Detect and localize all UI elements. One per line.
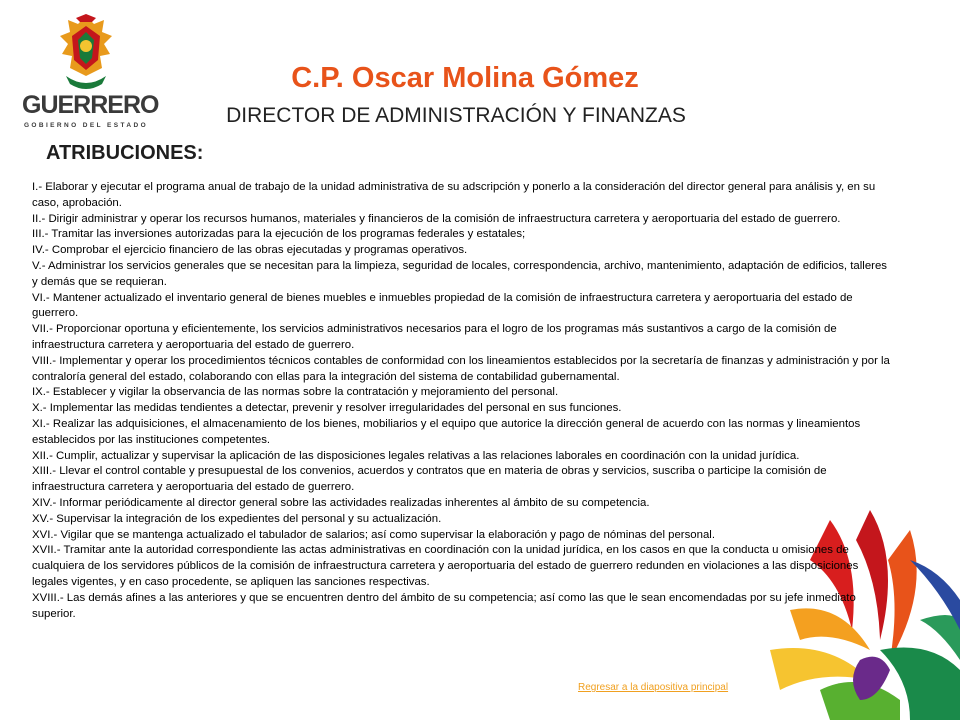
attribution-item: X.- Implementar las medidas tendientes a detectar, prevenir y resolver irregularidades del personal en sus funciones. [32,402,622,415]
attribution-item: IX.- Establecer y vigilar la observancia de las normas sobre la contratación y mejoramiento del personal. [32,386,559,399]
attribution-item: XVII.- Tramitar ante la autoridad correspondiente las actas administrativas en coordinación con la unidad jurídica, en los casos en que la conducta u omisiones de cualquiera de los servidores públicos de la comisión de infraestructura carretera y aeroportuaria del estado de guerrero redunden en violaciones a las disposiciones legales vigentes, y en caso procedente, se apliquen las sanciones respectivas. [32,544,859,588]
attribution-item: VIII.- Implementar y operar los procedimientos técnicos contables de conformidad con los lineamientos establecidos por la secretaría de finanzas y administración y por la contraloría general del estado, colaborando con ellas para la integración del sistema de contabilidad gubernamental. [32,354,890,383]
attribution-item: V.- Administrar los servicios generales que se necesitan para la limpieza, seguridad de locales, correspondencia, archivo, mantenimiento, adaptación de edificios, talleres y demás que se requieran. [32,259,887,288]
attributions-list [32,180,894,622]
page-title: C.P. Oscar Molina Gómez [291,62,639,94]
attribution-item: IV.- Comprobar el ejercicio financiero de las obras ejecutadas y programas operativos. [32,244,468,257]
section-heading: ATRIBUCIONES: [46,142,204,164]
back-to-main-slide-link[interactable]: Regresar a la diapositiva principal [578,682,729,693]
attribution-item: II.- Dirigir administrar y operar los recursos humanos, materiales y financieros de la comisión de infraestructura carretera y aeroportuaria del estado de guerrero. [32,212,841,225]
attribution-item: III.- Tramitar las inversiones autorizadas para la ejecución de los programas federales y estatales; [32,228,526,241]
attribution-item: XI.- Realizar las adquisiciones, el almacenamiento de los bienes, mobiliarios y el equipo que autorice la dirección general de acuerdo con las normas y lineamientos establecidos por las instituciones competentes. [32,417,861,446]
attribution-item: I.- Elaborar y ejecutar el programa anual de trabajo de la unidad administrativa de su adscripción y ponerlo a la consideración del director general para análisis y, en su caso, aprobación. [32,181,876,209]
attribution-item: VI.- Mantener actualizado el inventario general de bienes muebles e inmuebles propiedad de la comisión de infraestructura carretera y aeroportuaria del estado de guerrero. [32,291,853,320]
page-subtitle: DIRECTOR DE ADMINISTRACIÓN Y FINANZAS [226,104,686,127]
attribution-item: XV.- Supervisar la integración de los expedientes del personal y su actualización. [32,512,442,525]
attribution-item: XIII.- Llevar el control contable y presupuestal de los convenios, acuerdos y contratos que en materia de obras y servicios, suscriba o participe la comisión de infraestructura carretera y aeroportuaria del estado de guerrero. [32,465,827,494]
logo-wordmark: GUERRERO [22,91,159,119]
logo-subtitle: GOBIERNO DEL ESTADO [23,122,149,129]
attribution-item: VII.- Proporcionar oportuna y eficientemente, los servicios administrativos necesarios para el logro de los programas más sustantivos a cargo de la comisión de infraestructura carretera y aeroportuaria del estado de guerrero. [32,323,837,351]
attribution-item: XIV.- Informar periódicamente al director general sobre las actividades realizadas inherentes al ámbito de su competencia. [32,496,650,509]
attribution-item: XVIII.- Las demás afines a las anteriores y que se encuentren dentro del ámbito de su competencia; así como las que le sean encomendadas por su jefe inmediato superior. [32,591,856,620]
attribution-item: XII.- Cumplir, actualizar y supervisar la aplicación de las disposiciones legales relativas a las relaciones laborales en coordinación con la unidad jurídica. [32,449,800,462]
attribution-item: XVI.- Vigilar que se mantenga actualizado el tabulador de salarios; así como supervisar la elaboración y pago de nóminas del personal. [32,528,715,541]
